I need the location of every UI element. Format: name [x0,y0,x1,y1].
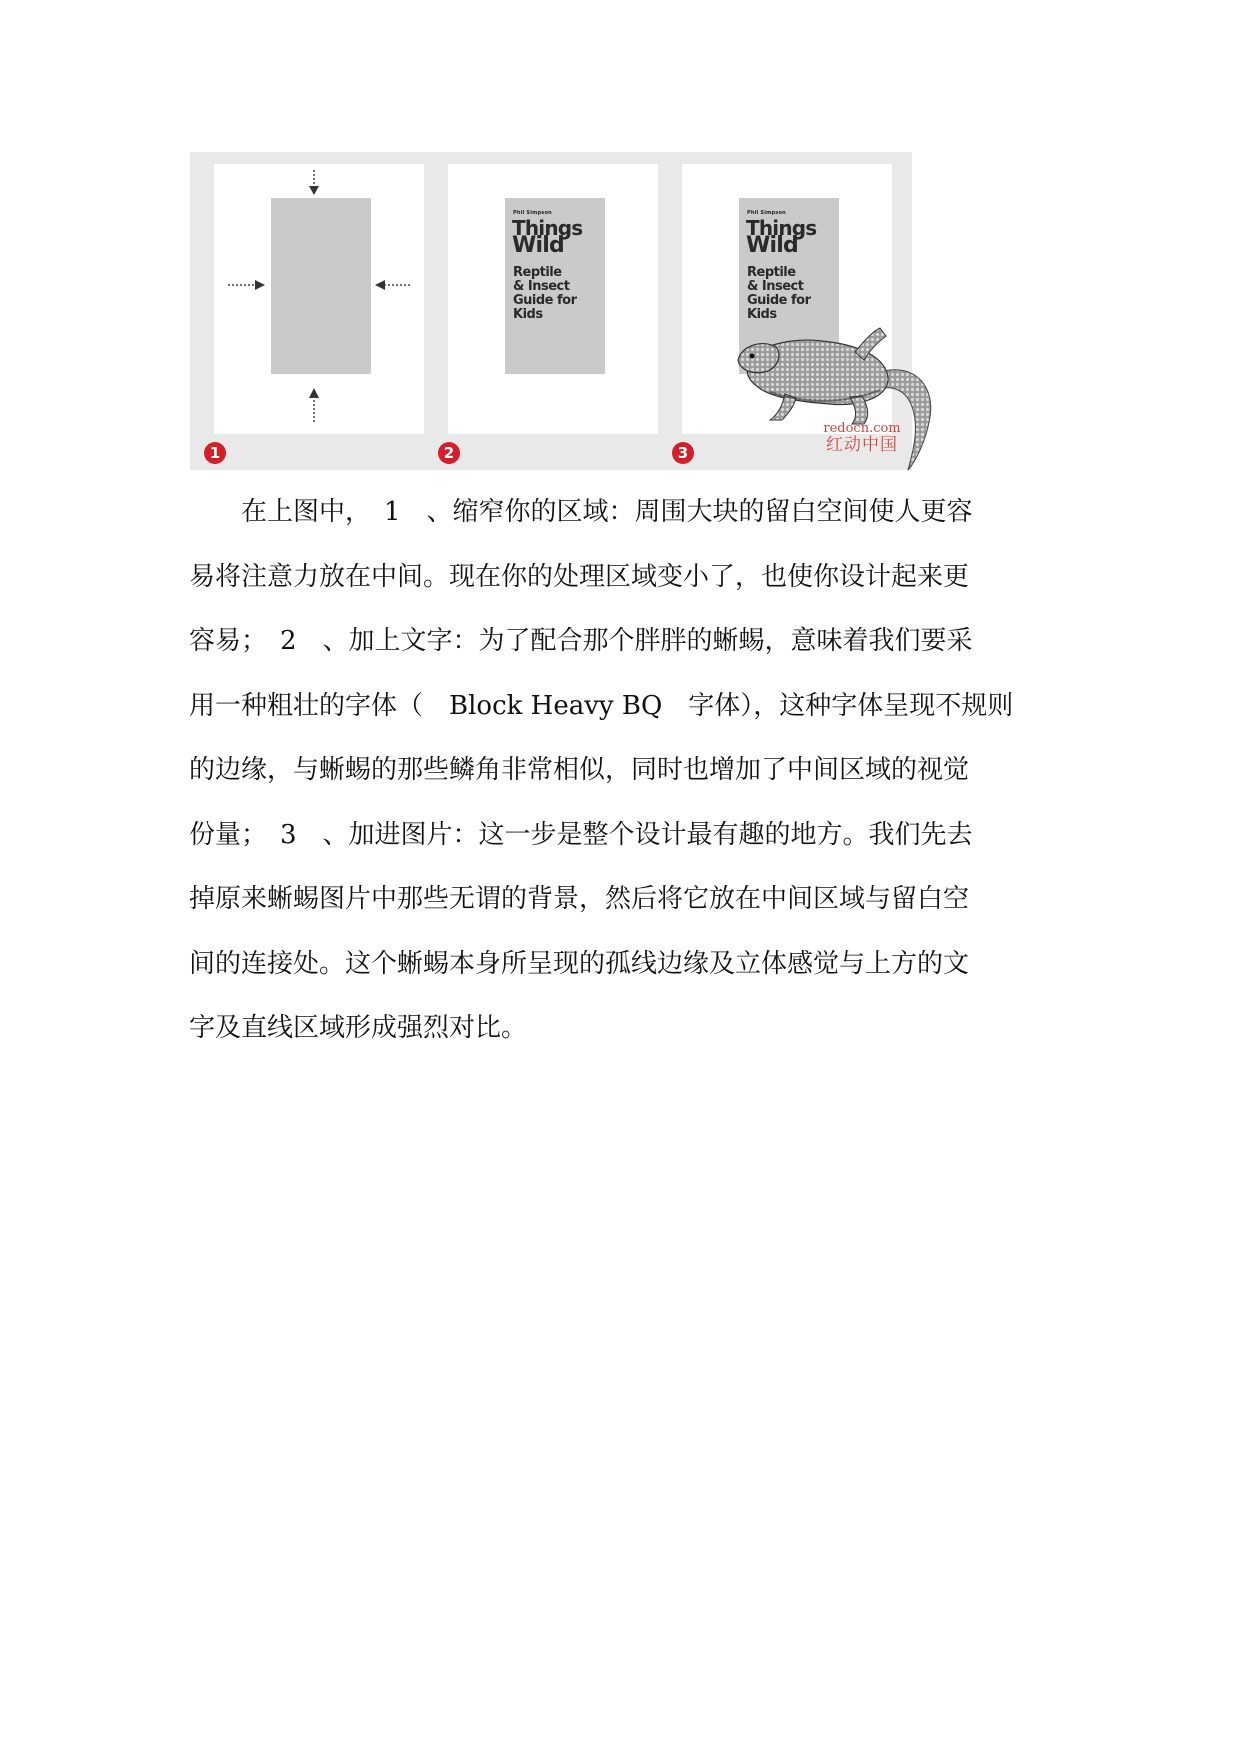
paragraph-line: 在上图中， 1 、缩窄你的区域：周围大块的留白空间使人更容 [189,497,973,527]
paragraph-line: 的边缘，与蜥蜴的那些鳞角非常相似，同时也增加了中间区域的视觉 [189,755,970,785]
cover-subtitle: Reptile & Insect Guide for Kids [513,265,577,322]
book-cover [505,198,605,374]
cover-author: Phil Simpson [747,210,786,216]
body-paragraph [189,480,1059,1061]
arrow-up-icon [308,388,320,424]
cover-title-line2: Wild [746,233,798,258]
paragraph-line: 字及直线区域形成强烈对比。 [189,1013,528,1043]
cover-title [512,216,604,258]
arrow-left-icon [374,279,412,291]
paragraph-line: 容易； 2 、加上文字：为了配合那个胖胖的蜥蜴，意味着我们要采 [189,626,973,656]
panel-2-add-text [448,164,658,434]
paragraph-line: 间的连接处。这个蜥蜴本身所呈现的孤线边缘及立体感觉与上方的文 [189,948,970,979]
cover-title-line1: Things [746,216,817,240]
panel-1-narrow-area [214,164,424,434]
paragraph-line: 易将注意力放在中间。现在你的处理区域变小了，也使你设计起来更 [189,561,970,592]
cover-title-line2: Wild [512,233,564,258]
content-area-block [271,198,371,374]
paragraph-line: 掉原来蜥蜴图片中那些无谓的背景，然后将它放在中间区域与留白空 [189,884,970,914]
watermark [816,422,908,455]
cover-title-line1: Things [512,216,583,240]
arrow-down-icon [308,170,320,196]
cover-subtitle: Reptile & Insect Guide for Kids [747,265,811,322]
design-steps-figure [190,152,912,470]
watermark-url: redocn.com [823,421,901,436]
step-badge-2: 2 [438,442,460,464]
cover-author: Phil Simpson [513,210,552,216]
cover-title [746,216,838,258]
step-badge-1: 1 [204,442,226,464]
paragraph-line: 份量； 3 、加进图片：这一步是整个设计最有趣的地方。我们先去 [189,819,973,850]
watermark-name: 红动中国 [826,435,898,455]
arrow-right-icon [228,279,266,291]
paragraph-line: 用一种粗壮的字体（ Block Heavy BQ 字体），这种字体呈现不规则 [189,690,1014,721]
step-badge-3: 3 [672,442,694,464]
